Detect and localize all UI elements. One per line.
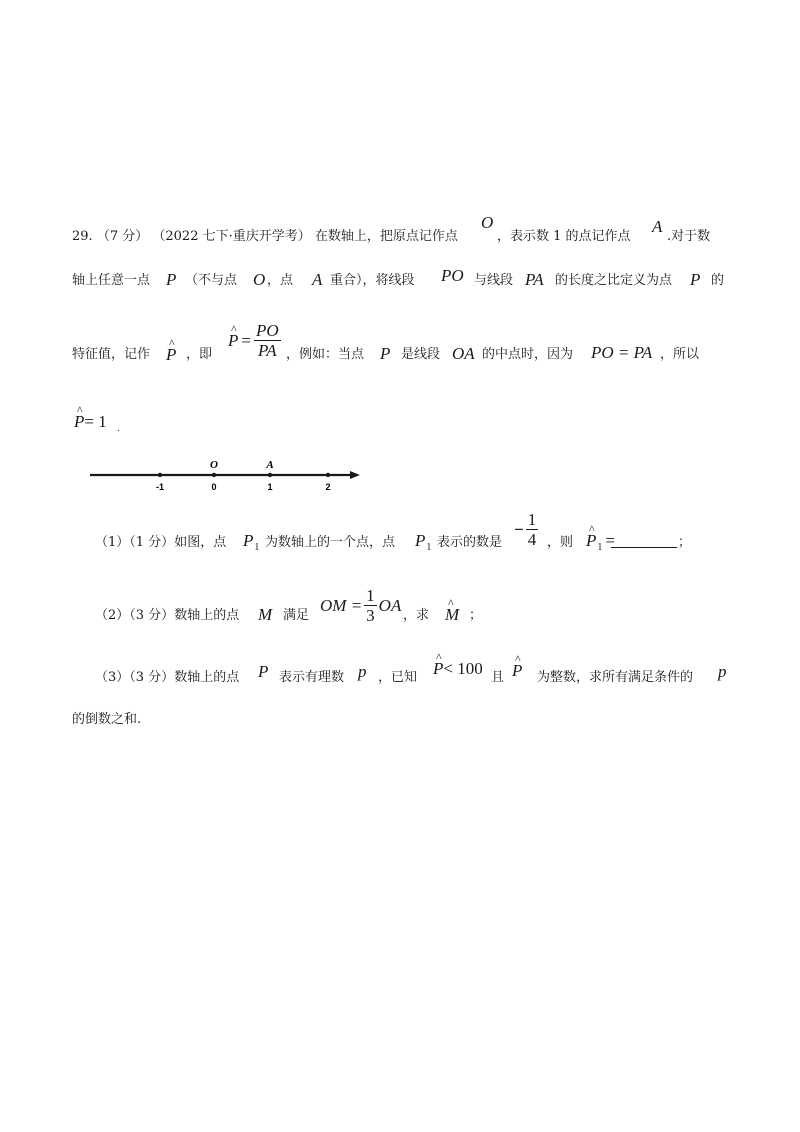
math-P: P bbox=[258, 662, 269, 681]
math-PO: PO bbox=[441, 266, 464, 285]
math-PO-eq-PA: PO = PA bbox=[591, 343, 653, 362]
tick-point bbox=[158, 473, 162, 477]
tick-point bbox=[212, 473, 216, 477]
question-header-line bbox=[72, 230, 458, 243]
question-points: （7 分） bbox=[96, 229, 149, 244]
math-p: p bbox=[718, 662, 727, 681]
part-1-text: ，则 bbox=[547, 535, 574, 550]
math-P-hat: ^ P bbox=[512, 662, 522, 679]
formula-example: ^ P= 1 bbox=[74, 413, 107, 430]
intro-text: ，点 bbox=[267, 273, 294, 288]
math-OA: OA bbox=[452, 344, 475, 363]
point-label-A: A bbox=[266, 459, 274, 471]
question-source: （2022 七下·重庆开学考） bbox=[152, 229, 311, 244]
formula-lt-100: ^ P< 100 bbox=[433, 660, 483, 677]
formula-definition: ^ P = $\frac{PO}{PA}$ bbox=[228, 322, 281, 359]
part-2-text: ，求 bbox=[403, 608, 430, 623]
intro-text: .对于数 bbox=[667, 229, 711, 244]
math-P1-hat: ^ $P_1$ = bbox=[586, 532, 615, 553]
part-1-label: （1）（1 分）如图，点 bbox=[95, 535, 227, 550]
part-3-text: 且 bbox=[491, 670, 505, 685]
tick-label: 2 bbox=[325, 482, 331, 492]
math-A: A bbox=[312, 270, 323, 289]
math-A: A bbox=[652, 217, 663, 236]
intro-text: 在数轴上，把原点记作点 bbox=[314, 229, 458, 244]
intro-text: ，表示数 1 的点记作点 bbox=[497, 229, 631, 244]
intro-text: 的长度之比定义为点 bbox=[555, 273, 673, 288]
part-3-text: 为整数，求所有满足条件的 bbox=[537, 670, 694, 685]
intro-text: 的中点时，因为 bbox=[482, 347, 574, 362]
part-3-text: 的倒数之和. bbox=[72, 712, 142, 727]
number-line-figure bbox=[88, 456, 364, 496]
part-2-end: ； bbox=[469, 608, 483, 623]
math-P1: $P_1$ bbox=[415, 531, 432, 553]
math-O: O bbox=[253, 270, 266, 289]
part-1-text: 表示的数是 bbox=[437, 535, 503, 550]
math-M-hat: ^ M bbox=[445, 606, 459, 623]
intro-text: 特征值，记作 bbox=[72, 347, 151, 362]
answer-blank[interactable] bbox=[611, 546, 677, 548]
intro-text: 重合），将线段 bbox=[330, 273, 415, 288]
part-2-label: （2）（3 分）数轴上的点 bbox=[95, 608, 240, 623]
intro-text: 的 bbox=[711, 273, 725, 288]
intro-text: （不与点 bbox=[185, 273, 238, 288]
part-2-text: 满足 bbox=[283, 608, 310, 623]
tick-label: 1 bbox=[267, 482, 273, 492]
part-3-label: （3）（3 分）数轴上的点 bbox=[95, 670, 240, 685]
formula-minus-quarter: − $\frac{1}{4}$ bbox=[514, 510, 537, 549]
part-1-text: 为数轴上的一个点，点 bbox=[265, 535, 396, 550]
question-number: 29. bbox=[72, 229, 93, 244]
math-O: O bbox=[481, 213, 494, 232]
tick-label: 0 bbox=[211, 482, 217, 492]
part-3-text: 表示有理数 bbox=[279, 670, 345, 685]
math-PA: PA bbox=[525, 270, 544, 289]
intro-text: . bbox=[117, 424, 120, 434]
point-label-O: O bbox=[210, 459, 218, 471]
math-P-hat: ^ P bbox=[166, 346, 176, 363]
math-P: P bbox=[380, 344, 391, 363]
math-P1: $P_1$ bbox=[243, 531, 260, 553]
tick-label: -1 bbox=[155, 482, 165, 492]
tick-point bbox=[326, 473, 330, 477]
intro-text: 轴上任意一点 bbox=[72, 273, 151, 288]
intro-text: 是线段 bbox=[401, 347, 441, 362]
part-3-text: ，已知 bbox=[378, 670, 418, 685]
intro-text: ，例如：当点 bbox=[286, 347, 365, 362]
intro-text: 与线段 bbox=[474, 273, 514, 288]
math-p: p bbox=[358, 662, 367, 681]
math-P: P bbox=[690, 270, 701, 289]
math-P: P bbox=[166, 270, 177, 289]
math-M: M bbox=[258, 605, 273, 624]
formula-OM: OM = $\frac{1}{3}$ OA bbox=[320, 586, 402, 625]
part-1-end: ； bbox=[678, 535, 692, 550]
tick-point bbox=[268, 473, 272, 477]
number-line-arrow bbox=[350, 471, 360, 479]
intro-text: ，即 bbox=[186, 347, 213, 362]
intro-text: ，所以 bbox=[660, 347, 700, 362]
